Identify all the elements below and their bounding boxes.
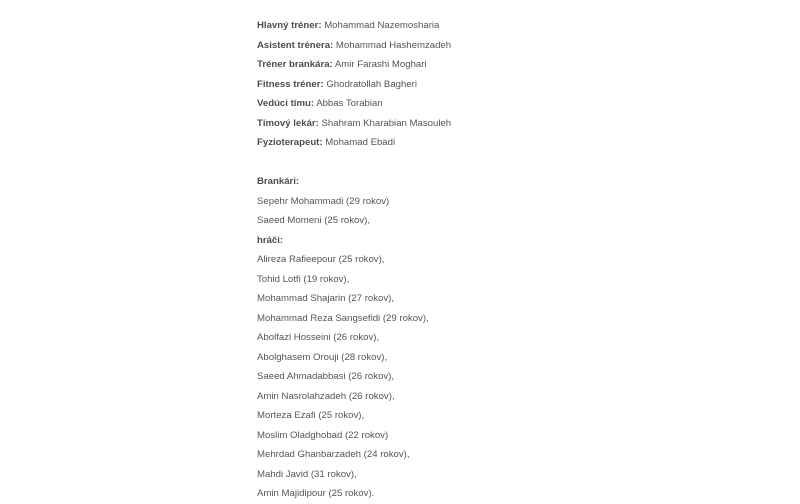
staff-name: Mohammad Nazemosharia (324, 20, 440, 31)
goalkeeper-item: Saeed Momeni (25 rokov), (257, 215, 371, 226)
team-roster (257, 16, 737, 504)
player-item: Mehrdad Ghanbarzadeh (24 rokov), (257, 449, 410, 460)
goalkeeper-item: Sepehr Mohammadi (29 rokov) (257, 195, 390, 207)
staff-head-coach (257, 16, 737, 36)
player-item: Mohammad Shajarin (27 rokov), (257, 293, 395, 304)
staff-name: Ghodratollah Bagheri (326, 78, 417, 90)
staff-name: Shahram Kharabian Masouleh (321, 117, 452, 129)
staff-list (257, 16, 737, 153)
player-item: Saeed Ahmadabbasi (26 rokov), (257, 371, 395, 382)
section-spacer (257, 153, 737, 173)
staff-assistant-coach (257, 36, 737, 56)
player-item: Mohammad Reza Sangsefidi (29 rokov), (257, 312, 429, 324)
player-item: Alireza Rafieepour (25 rokov), (257, 254, 385, 265)
staff-role-label: Tímový lekár: (257, 117, 319, 129)
staff-role-label: Hlavný tréner: (257, 20, 322, 31)
player-item: Tohid Lotfi (19 rokov), (257, 273, 350, 285)
staff-role-label: Fitness tréner: (257, 78, 324, 90)
staff-physiotherapist (257, 133, 737, 153)
player-item: Amin Majidipour (25 rokov). (257, 488, 375, 499)
staff-role-label: Asistent trénera: (257, 39, 334, 51)
player-item: Abolghasem Orouji (28 rokov), (257, 351, 388, 363)
staff-name: Abbas Torabian (316, 98, 383, 109)
staff-name: Mohamad Ebadi (325, 137, 396, 148)
staff-role-label: Vedúci tímu: (257, 98, 315, 109)
player-item: Morteza Ezafi (25 rokov), (257, 410, 365, 421)
staff-role-label: Tréner brankára: (257, 59, 333, 70)
goalkeeper-list (257, 192, 737, 231)
player-item: Moslim Oladghobad (22 rokov) (257, 429, 389, 441)
player-item: Abolfazl Hosseini (26 rokov), (257, 332, 380, 343)
staff-fitness-coach (257, 75, 737, 95)
staff-team-manager (257, 94, 737, 114)
staff-name: Amir Farashi Moghari (334, 59, 427, 70)
player-list (257, 250, 737, 504)
staff-role-label: Fyzioterapeut: (257, 137, 323, 148)
staff-goalkeeper-coach (257, 55, 737, 75)
goalkeepers-heading: Brankári: (257, 176, 300, 187)
staff-team-doctor (257, 114, 737, 134)
players-heading: hráči: (257, 234, 284, 246)
player-item: Amin Nasrolahzadeh (26 rokov), (257, 390, 395, 402)
player-item: Mahdi Javid (31 rokov), (257, 468, 357, 480)
staff-name: Mohammad Hashemzadeh (335, 39, 452, 51)
